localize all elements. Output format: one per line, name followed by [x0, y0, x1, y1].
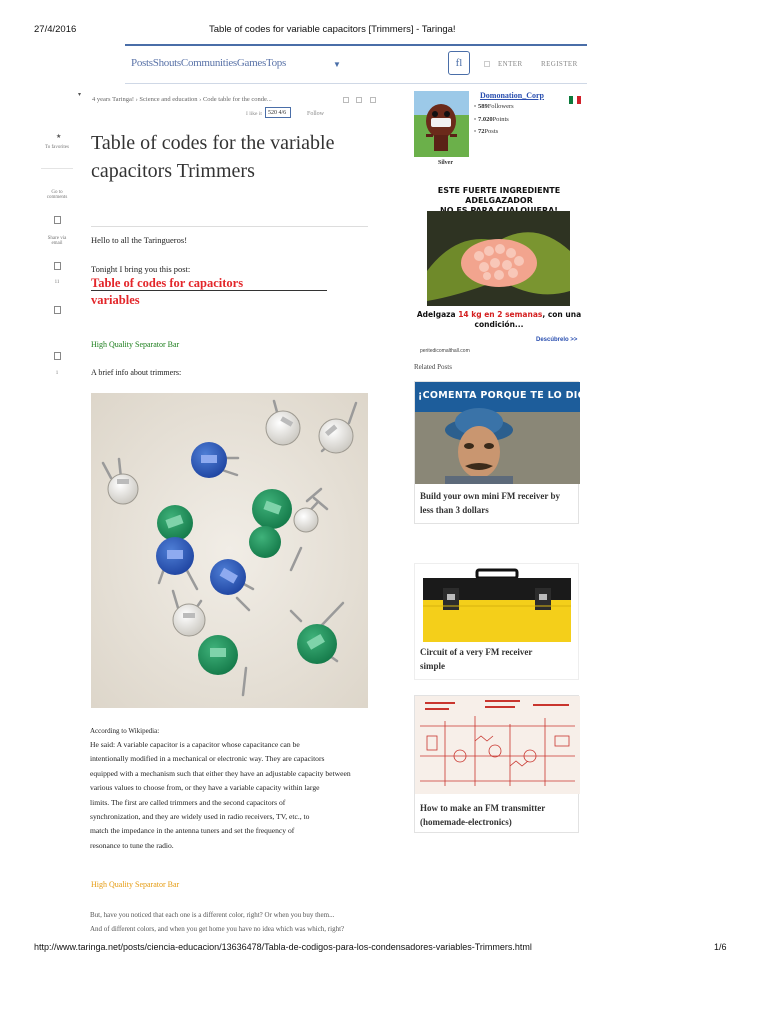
share-count-b: 1	[55, 371, 59, 376]
rail-divider	[41, 168, 73, 169]
related-post-title-line-1: How to make an FM transmitter	[420, 803, 546, 813]
print-title: Table of codes for variable capacitors [Trimmers] - Taringa!	[209, 24, 456, 35]
mexico-flag-icon	[569, 91, 581, 99]
trimmer-capacitors-photo	[91, 393, 368, 708]
wiki-line: synchronization, and they are widely used in radio receivers, TV, etc., to	[90, 812, 310, 822]
register-link[interactable]: REGISTER	[541, 60, 578, 68]
profile-points: ▫ 7.020Points	[474, 116, 509, 123]
ad-source[interactable]: peritedicomalthall.com	[420, 348, 470, 354]
related-posts-heading: Related Posts	[414, 363, 452, 371]
post-highlight-title	[91, 275, 243, 309]
points-count: 7.020	[477, 116, 493, 123]
posts-label: Posts	[484, 128, 499, 135]
ad-image[interactable]	[427, 211, 570, 306]
closing-paragraph	[90, 908, 370, 937]
share-email-button[interactable]: Share via email	[47, 236, 67, 246]
brief-info-text: A brief info about trimmers:	[91, 368, 182, 377]
profile-username[interactable]: Domonation_Corp	[480, 91, 545, 100]
intro-text: Tonight I bring you this post:	[91, 264, 191, 274]
wiki-line: He said: A variable capacitor is a capacitor whose capacitance can be	[90, 740, 300, 749]
follow-button[interactable]: Follow	[307, 111, 325, 117]
wiki-line: limits. The first are called trimmers and the second capacitors of	[90, 797, 286, 807]
comments-button[interactable]: Go to comments	[46, 190, 68, 200]
greeting-text: Hello to all the Taringueros!	[91, 235, 188, 245]
according-label: According to Wikipedia:	[90, 727, 160, 735]
favorite-star-icon[interactable]: ★	[56, 134, 62, 140]
nav-shouts[interactable]: Shouts	[152, 57, 181, 69]
closing-line: But, have you noticed that each one is a different color, right? Or when you buy them...	[90, 911, 335, 919]
breadcrumb[interactable]: 4 years Taringa! › Science and education › Code table for the conde...	[92, 96, 272, 103]
ad-copy[interactable]	[414, 310, 584, 330]
related-post-title-line-2: simple	[420, 660, 446, 671]
ad-copy-pre: Adelgaza	[416, 310, 459, 319]
twitter-icon[interactable]	[54, 306, 61, 314]
profile-posts: ▫ 72Posts	[474, 128, 499, 135]
related-post-title[interactable]	[420, 646, 575, 673]
related-post-title[interactable]	[420, 802, 575, 829]
profile-followers: ▫ 589Followers	[474, 103, 514, 110]
wiki-line: match the impedance in the antenna tuners and set the frequency of	[90, 826, 295, 836]
related-post-title-line-1: Build your own mini FM receiver by	[420, 491, 561, 501]
bookmark-icon[interactable]	[343, 97, 349, 103]
nav-tops[interactable]: Tops	[265, 57, 286, 69]
email-icon[interactable]	[54, 216, 61, 224]
separator-bar-label-2: High Quality Separator Bar	[91, 880, 180, 889]
print-url: http://www.taringa.net/posts/ciencia-educacion/13636478/Tabla-de-codigos-para-los-condensadores-variables-Trimmers.html	[34, 942, 532, 952]
related-post-card[interactable]	[414, 563, 579, 680]
caret-icon: ▾	[78, 92, 82, 98]
ad-copy-highlight: 14 kg en 2 semanas	[458, 310, 543, 319]
related-post-title-line-2: less than 3 dollars	[420, 504, 489, 515]
thumbnail-banner-text: ¡COMENTA PORQUE TE LO DIGO YO!	[418, 390, 618, 401]
chevron-down-icon[interactable]: ▼	[333, 60, 341, 69]
nav-bottom-rule	[125, 83, 587, 84]
more-icon[interactable]	[370, 97, 376, 103]
avatar[interactable]	[414, 91, 469, 157]
title-divider	[91, 226, 368, 227]
share-count: 11	[54, 280, 60, 285]
wiki-paragraph	[90, 738, 370, 853]
wiki-line: equipped with a mechanism such that either they have an adjustable capacity between	[90, 768, 351, 778]
post-title: Table of codes for the variable capacitors Trimmers	[91, 132, 335, 182]
related-post-card[interactable]	[414, 381, 618, 524]
related-post-thumbnail	[415, 696, 580, 794]
nav-posts[interactable]: Posts	[131, 57, 153, 69]
separator-bar-label: High Quality Separator Bar	[91, 340, 180, 349]
ad-headline-line-1: ESTE FUERTE INGREDIENTE ADELGAZADOR	[437, 186, 561, 205]
nav-communities[interactable]: Communities	[180, 57, 237, 69]
user-icon	[484, 61, 490, 67]
main-nav	[131, 57, 286, 69]
share-icon[interactable]	[356, 97, 362, 103]
related-post-title-line-2: (homemade-electronics)	[420, 816, 512, 827]
ad-copy-post: , con una	[542, 310, 582, 319]
highlight-line-1: Table of codes for capacitors	[91, 276, 244, 290]
points-label: Points	[492, 116, 509, 123]
enter-link[interactable]: ENTER	[498, 60, 523, 68]
ad-cta-link[interactable]: Descúbrelo >>	[536, 337, 578, 343]
followers-label: Followers	[487, 103, 514, 110]
favorites-button[interactable]: To favorites	[45, 145, 69, 150]
related-post-card[interactable]	[414, 695, 579, 833]
search-button[interactable]: fl	[448, 51, 470, 75]
facebook-icon[interactable]	[54, 262, 61, 270]
related-post-thumbnail	[415, 382, 618, 484]
print-date: 27/4/2016	[34, 24, 77, 35]
rank-badge: Silver	[438, 160, 453, 166]
nav-games[interactable]: Games	[236, 57, 266, 69]
likes-counter[interactable]: 520 4/6	[265, 107, 291, 118]
posts-count: 72	[477, 128, 485, 135]
related-post-title[interactable]	[420, 490, 575, 517]
nav-top-rule	[125, 44, 587, 46]
google-plus-icon[interactable]	[54, 352, 61, 360]
likes-label: I like it	[246, 111, 262, 117]
closing-line: And of different colors, and when you get home you have no idea which was which, right?	[90, 925, 345, 934]
wiki-line: intentionally modified in a mechanical or electronic way. They are capacitors	[90, 754, 325, 764]
highlight-rule	[91, 290, 327, 291]
wiki-line: various values to choose from, or they have a variable capacity within large	[90, 783, 320, 793]
related-post-thumbnail	[421, 566, 573, 642]
wiki-line: resonance to tune the radio.	[90, 840, 174, 850]
related-post-title-line-1: Circuit of a very FM receiver	[420, 647, 533, 657]
ad-copy-line-2: condición...	[474, 320, 524, 329]
followers-count: 589	[477, 103, 488, 110]
highlight-line-2: variables	[91, 293, 140, 307]
print-page-number: 1/6	[714, 942, 727, 952]
